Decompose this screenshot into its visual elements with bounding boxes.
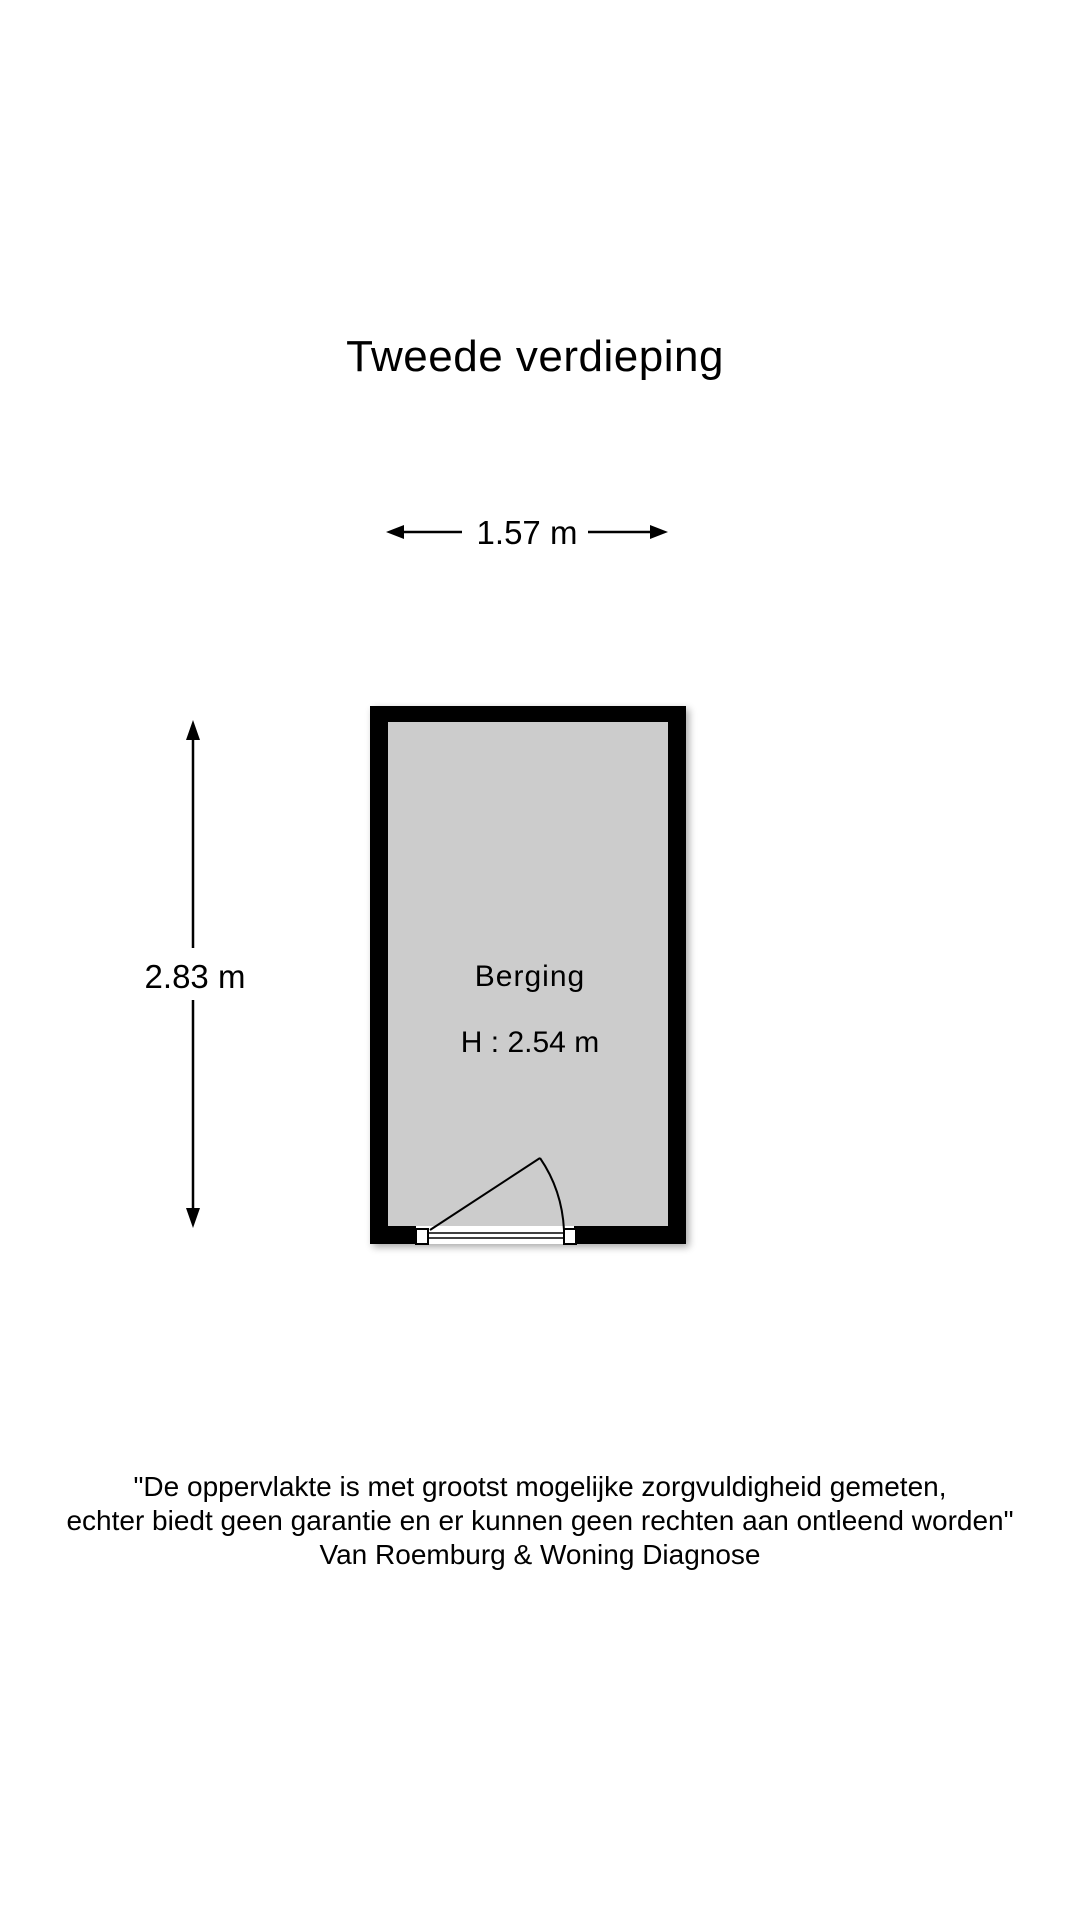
door-opening xyxy=(416,1226,574,1244)
width-arrowhead-right xyxy=(650,525,668,539)
width-dimension-label: 1.57 m xyxy=(476,514,578,551)
width-arrowhead-left xyxy=(386,525,404,539)
depth-dimension-label: 2.83 m xyxy=(144,958,246,995)
depth-arrowhead-top xyxy=(186,720,200,740)
disclaimer-line: echter biedt geen garantie en er kunnen geen rechten aan ontleend worden" xyxy=(66,1505,1014,1536)
width-dimension xyxy=(386,514,668,551)
disclaimer-credit: Van Roemburg & Woning Diagnose xyxy=(319,1539,761,1570)
disclaimer-line: "De oppervlakte is met grootst mogelijke zorgvuldigheid gemeten, xyxy=(133,1471,947,1502)
depth-dimension xyxy=(145,720,246,1228)
floor-title: Tweede verdieping xyxy=(346,332,724,381)
room-name: Berging xyxy=(474,960,586,993)
door-jamb-right xyxy=(564,1229,576,1244)
disclaimer xyxy=(0,1470,1080,1572)
room-height: H : 2.54 m xyxy=(460,1026,600,1059)
door-jamb-left xyxy=(416,1229,428,1244)
depth-arrowhead-bottom xyxy=(186,1208,200,1228)
